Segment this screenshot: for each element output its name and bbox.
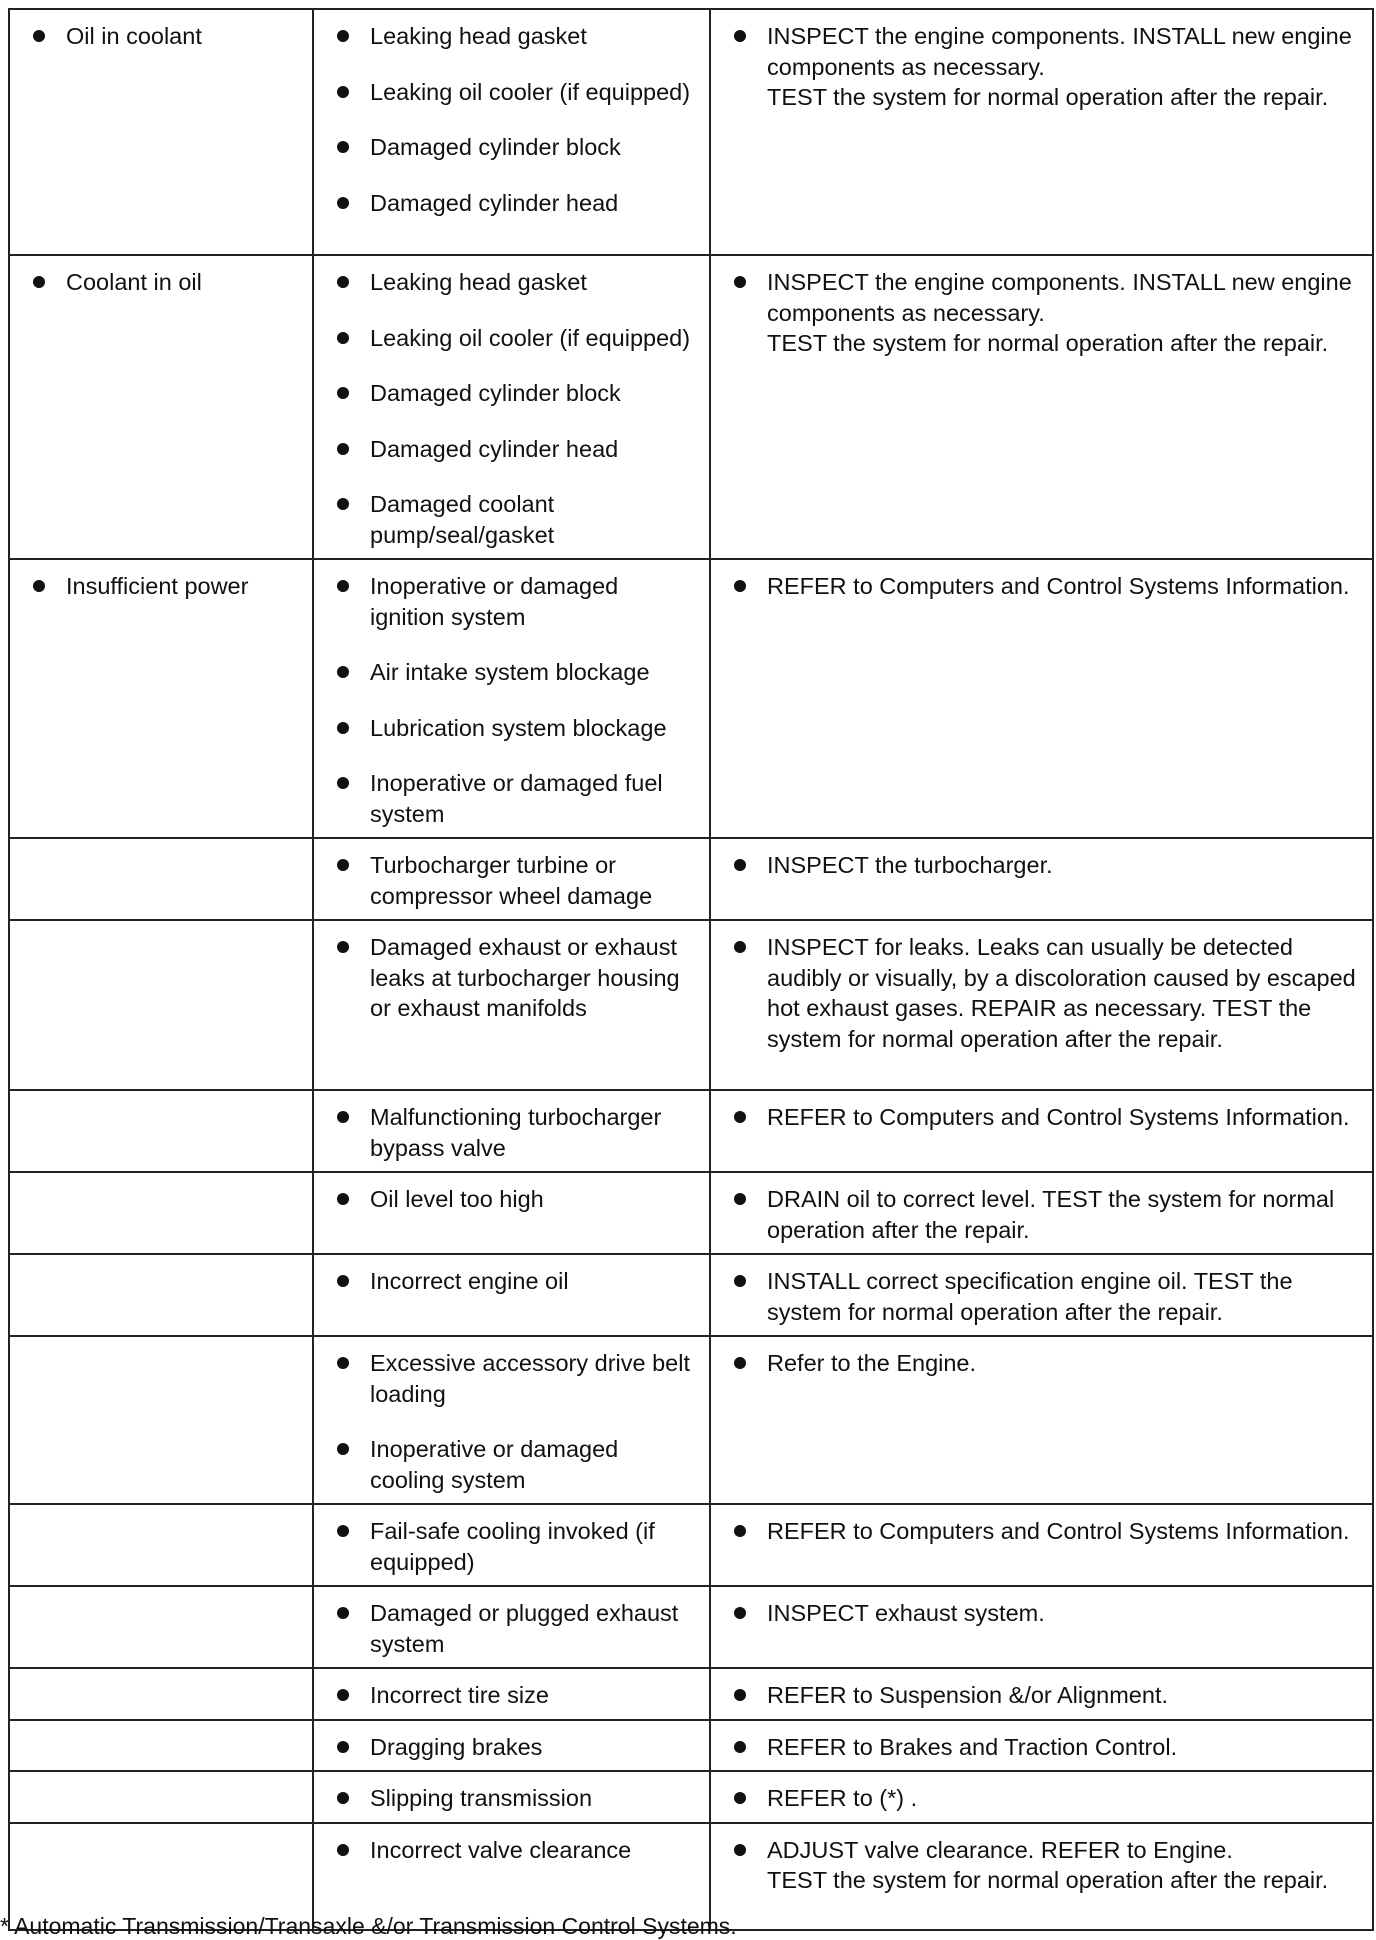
condition-list (28, 21, 302, 52)
action-list (729, 21, 1362, 113)
action-item (729, 1783, 1362, 1814)
action-item (729, 1732, 1362, 1763)
cause-list (332, 571, 699, 829)
condition-list (28, 571, 302, 602)
table-row (9, 1172, 1373, 1254)
action-text: REFER to Brakes and Traction Control. (767, 1733, 1178, 1760)
table-row (9, 920, 1373, 1090)
cause-list (332, 1266, 699, 1297)
cause-list (332, 1835, 699, 1866)
action-item (729, 267, 1362, 359)
action-item (729, 1184, 1362, 1245)
cause-item: Damaged cylinder block (332, 378, 699, 409)
action-item (729, 850, 1362, 881)
condition-cell (9, 1668, 313, 1720)
cause-item: Excessive accessory drive belt loading (332, 1348, 699, 1409)
cause-item: Damaged exhaust or exhaust leaks at turbocharger housing or exhaust manifolds (332, 932, 699, 1024)
action-text: INSTALL correct specification engine oil. TEST the system for normal operation after the repair. (767, 1268, 1293, 1325)
action-cell (710, 1586, 1373, 1668)
action-list (729, 1102, 1362, 1133)
action-text: TEST the system for normal operation after the repair. (767, 84, 1329, 110)
condition-cell (9, 9, 313, 255)
cause-item: Lubrication system blockage (332, 713, 699, 744)
cause-item: Leaking oil cooler (if equipped) (332, 323, 699, 354)
cause-item: Inoperative or damaged ignition system (332, 571, 699, 632)
condition-cell (9, 1090, 313, 1172)
condition-cell (9, 838, 313, 920)
cause-item: Air intake system blockage (332, 657, 699, 688)
action-list (729, 850, 1362, 881)
condition-item: Coolant in oil (28, 267, 302, 298)
action-text: ADJUST valve clearance. REFER to Engine. (767, 1836, 1233, 1863)
action-text: REFER to Computers and Control Systems Information. (767, 1518, 1350, 1544)
cause-cell (313, 255, 710, 559)
table-row (9, 1336, 1373, 1504)
action-cell (710, 838, 1373, 920)
table-row (9, 838, 1373, 920)
condition-cell (9, 1504, 313, 1586)
condition-cell (9, 1172, 313, 1254)
action-cell (710, 1771, 1373, 1823)
cause-cell (313, 1668, 710, 1720)
action-item (729, 1598, 1362, 1629)
action-cell (710, 1172, 1373, 1254)
cause-item: Damaged cylinder head (332, 188, 699, 219)
cause-list (332, 932, 699, 1024)
table-row (9, 1668, 1373, 1720)
action-cell (710, 255, 1373, 559)
cause-item: Damaged cylinder block (332, 132, 699, 163)
cause-list (332, 1732, 699, 1763)
cause-cell (313, 559, 710, 838)
cause-item: Malfunctioning turbocharger bypass valve (332, 1102, 699, 1163)
cause-item: Leaking oil cooler (if equipped) (332, 77, 699, 108)
cause-item: Incorrect engine oil (332, 1266, 699, 1297)
cause-item: Slipping transmission (332, 1783, 699, 1814)
condition-cell (9, 559, 313, 838)
action-cell (710, 559, 1373, 838)
action-cell (710, 1336, 1373, 1504)
table-row (9, 559, 1373, 838)
cause-cell (313, 1172, 710, 1254)
table-row (9, 1771, 1373, 1823)
action-list (729, 1680, 1362, 1711)
cause-item: Damaged cylinder head (332, 434, 699, 465)
table-row (9, 1720, 1373, 1772)
cause-cell (313, 1090, 710, 1172)
cause-list (332, 1102, 699, 1163)
cause-cell (313, 1771, 710, 1823)
cause-item: Leaking head gasket (332, 21, 699, 52)
action-item (729, 932, 1362, 1054)
action-item (729, 1835, 1362, 1896)
action-text: REFER to Computers and Control Systems Information. (767, 573, 1350, 599)
cause-item: Fail-safe cooling invoked (if equipped) (332, 1516, 699, 1577)
action-cell (710, 1720, 1373, 1772)
action-text: REFER to Computers and Control Systems Information. (767, 1104, 1350, 1130)
action-item (729, 1102, 1362, 1133)
cause-cell (313, 1254, 710, 1336)
cause-cell (313, 1336, 710, 1504)
condition-cell (9, 1720, 313, 1772)
action-list (729, 1266, 1362, 1327)
action-list (729, 267, 1362, 359)
cause-cell (313, 920, 710, 1090)
table-row (9, 1090, 1373, 1172)
action-text: REFER to Suspension &/or Alignment. (767, 1682, 1169, 1708)
action-item (729, 1348, 1362, 1379)
condition-cell (9, 920, 313, 1090)
action-cell (710, 1254, 1373, 1336)
action-item (729, 21, 1362, 113)
cause-cell (313, 1720, 710, 1772)
cause-list (332, 1680, 699, 1711)
cause-item: Incorrect valve clearance (332, 1835, 699, 1866)
action-text: TEST the system for normal operation after the repair. (767, 1867, 1329, 1893)
action-list (729, 1732, 1362, 1763)
action-cell (710, 1090, 1373, 1172)
table-row (9, 1254, 1373, 1336)
cause-list (332, 1598, 699, 1659)
action-cell (710, 920, 1373, 1090)
diagnostic-document (8, 8, 1372, 1931)
cause-list (332, 1516, 699, 1577)
action-text: INSPECT the engine components. INSTALL new engine components as necessary. (767, 269, 1352, 326)
condition-cell (9, 1254, 313, 1336)
action-item (729, 1516, 1362, 1547)
condition-cell (9, 1771, 313, 1823)
cause-item: Damaged or plugged exhaust system (332, 1598, 699, 1659)
cause-cell (313, 9, 710, 255)
table-row (9, 1504, 1373, 1586)
action-list (729, 1516, 1362, 1547)
action-text: TEST the system for normal operation after the repair. (767, 330, 1329, 356)
action-item (729, 1680, 1362, 1711)
condition-cell (9, 255, 313, 559)
cause-item: Dragging brakes (332, 1732, 699, 1763)
cause-item: Turbocharger turbine or compressor wheel damage (332, 850, 699, 911)
action-list (729, 1184, 1362, 1245)
cause-item: Damaged coolant pump/seal/gasket (332, 489, 699, 550)
action-text: INSPECT exhaust system. (767, 1600, 1045, 1626)
cause-item: Inoperative or damaged fuel system (332, 768, 699, 829)
action-list (729, 1598, 1362, 1629)
action-text: INSPECT the engine components. INSTALL new engine components as necessary. (767, 23, 1352, 80)
action-cell (710, 1823, 1373, 1930)
action-list (729, 1348, 1362, 1379)
cause-cell (313, 1586, 710, 1668)
cause-item: Oil level too high (332, 1184, 699, 1215)
cause-list (332, 1348, 699, 1495)
action-cell (710, 9, 1373, 255)
action-text: REFER to (*) . (767, 1785, 918, 1811)
cause-list (332, 21, 699, 218)
action-item (729, 571, 1362, 602)
cause-list (332, 1184, 699, 1215)
symptom-chart-table (8, 8, 1374, 1931)
symptom-chart-body (9, 9, 1373, 1930)
table-row (9, 1586, 1373, 1668)
cause-cell (313, 1504, 710, 1586)
cause-item: Incorrect tire size (332, 1680, 699, 1711)
condition-cell (9, 1336, 313, 1504)
condition-list (28, 267, 302, 298)
action-cell (710, 1668, 1373, 1720)
action-cell (710, 1504, 1373, 1586)
cause-cell (313, 838, 710, 920)
action-item (729, 1266, 1362, 1327)
cause-list (332, 267, 699, 550)
cause-list (332, 1783, 699, 1814)
action-list (729, 932, 1362, 1054)
condition-item: Oil in coolant (28, 21, 302, 52)
action-text: INSPECT for leaks. Leaks can usually be detected audibly or visually, by a discoloration caused by escaped hot exhaust gases. REPAIR as necessary. TEST the system for normal operation after the repair. (767, 934, 1356, 1052)
action-text: DRAIN oil to correct level. TEST the system for normal operation after the repair. (767, 1186, 1335, 1243)
footnote: * Automatic Transmission/Transaxle &/or Transmission Control Systems. (0, 1913, 737, 1939)
action-text: Refer to the Engine. (767, 1350, 977, 1376)
cause-list (332, 850, 699, 911)
action-list (729, 1835, 1362, 1896)
action-list (729, 571, 1362, 602)
cause-item: Inoperative or damaged cooling system (332, 1434, 699, 1495)
condition-cell (9, 1586, 313, 1668)
cause-item: Leaking head gasket (332, 267, 699, 298)
condition-item: Insufficient power (28, 571, 302, 602)
action-text: INSPECT the turbocharger. (767, 852, 1053, 878)
action-list (729, 1783, 1362, 1814)
table-row (9, 9, 1373, 255)
table-row (9, 255, 1373, 559)
